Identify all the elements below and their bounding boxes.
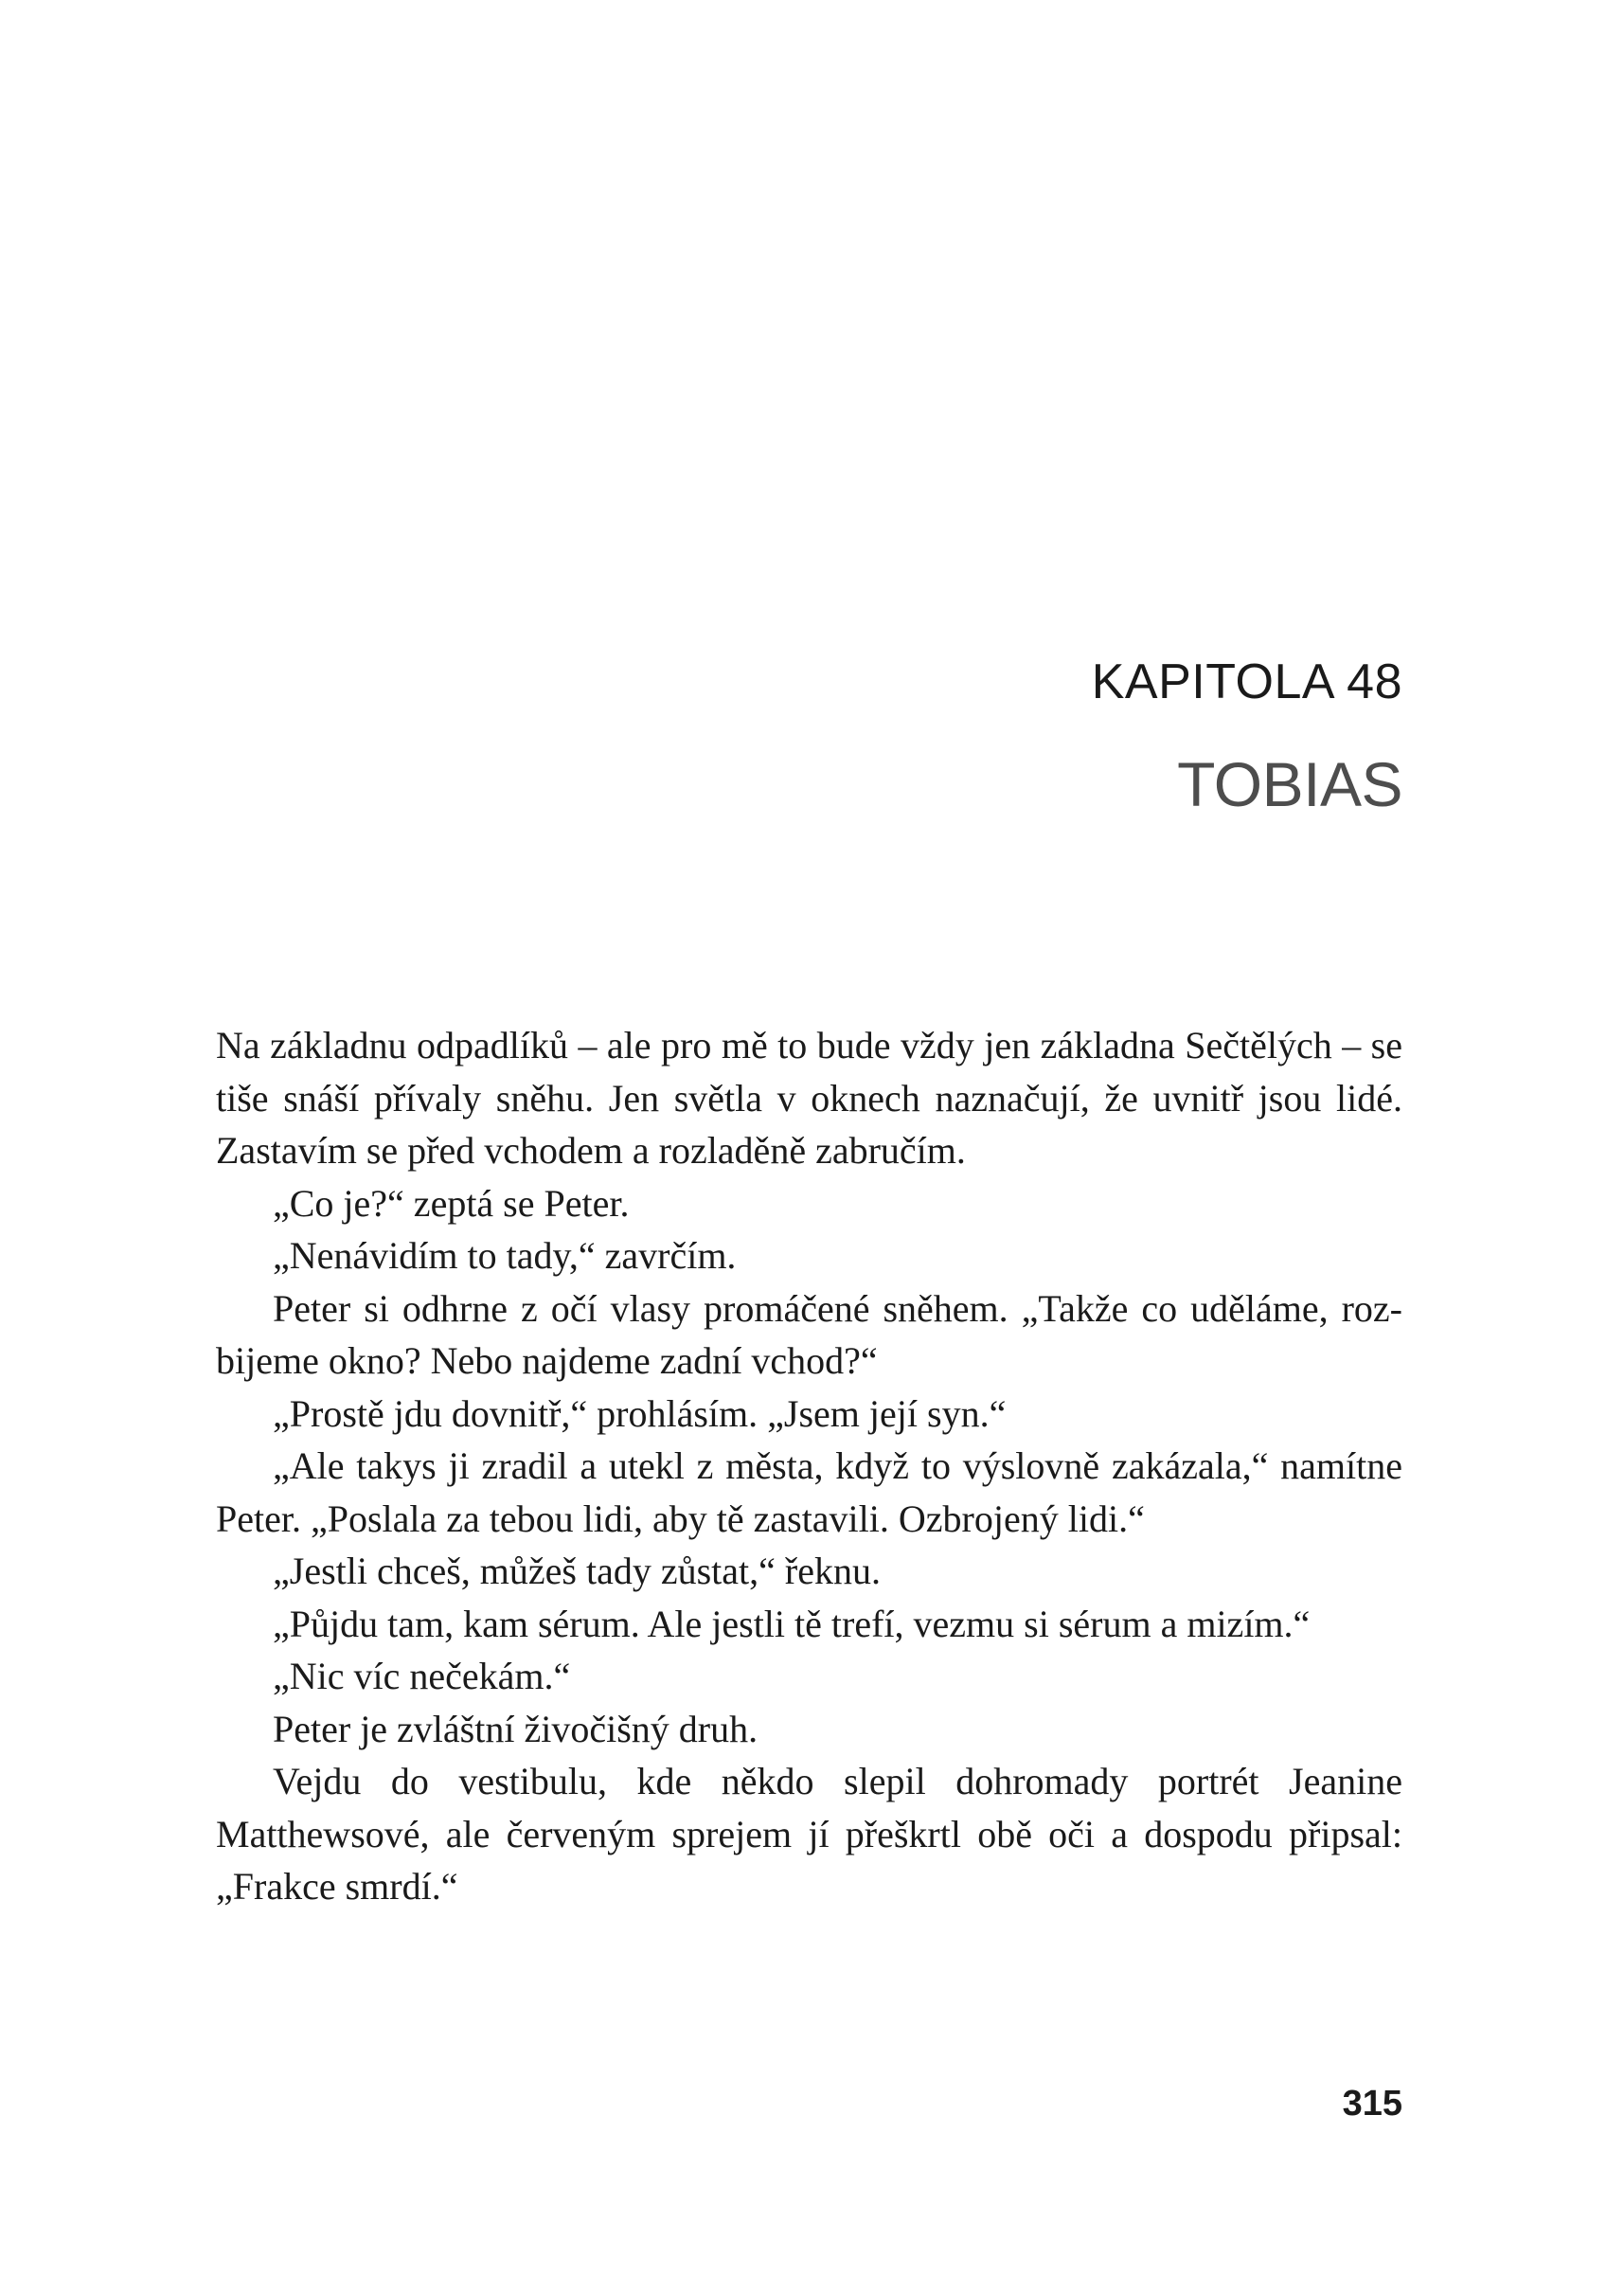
paragraph: „Jestli chceš, můžeš tady zůstat,“ řeknu. bbox=[273, 1550, 881, 1592]
paragraph: „Prostě jdu dovnitř,“ prohlásím. „Jsem její syn.“ bbox=[273, 1391, 1007, 1435]
chapter-heading bbox=[216, 654, 1402, 820]
paragraph: Peter je zvláštní živočišný druh. bbox=[273, 1707, 758, 1750]
chapter-body bbox=[216, 1019, 1402, 1913]
page-number: 315 bbox=[1342, 2084, 1402, 2124]
paragraph: „Nic víc nečekám.“ bbox=[273, 1655, 571, 1697]
paragraph: „Co je?“ zeptá se Peter. bbox=[273, 1181, 630, 1225]
paragraph: „Půjdu tam, kam sérum. Ale jestli tě trefí, vezmu si sérum a mizím.“ bbox=[273, 1602, 1311, 1645]
paragraph: Vejdu do vestibulu, kde někdo slepil dohromady portrét Jeanine Matthewsové, ale červeným sprejem jí přeškrtl obě oči a dospodu připsal: „Frakce smrdí.“ bbox=[216, 1760, 1402, 1908]
paragraph: Peter si odhrne z očí vlasy promáčené sněhem. „Takže co uděláme, rozbijeme okno? Nebo najdeme zadní vchod?“ bbox=[216, 1286, 1402, 1382]
chapter-number: KAPITOLA 48 bbox=[1091, 654, 1402, 709]
paragraph: Na základnu odpadlíků – ale pro mě to bude vždy jen základna Sečtělých – se tiše snáší přívaly sněhu. Jen světla v oknech naznačují, že uvnitř jsou lidé. Zastavím se před vchodem a rozladěně zabručím. bbox=[216, 1024, 1402, 1172]
chapter-title: TOBIAS bbox=[1177, 749, 1402, 819]
paragraph: „Ale takys ji zradil a utekl z města, když to výslovně zakázala,“ namítne Peter. „Poslala za tebou lidi, aby tě zastavili. Ozbrojený lidi.“ bbox=[216, 1444, 1402, 1540]
paragraph: „Nenávidím to tady,“ zavrčím. bbox=[273, 1234, 737, 1277]
